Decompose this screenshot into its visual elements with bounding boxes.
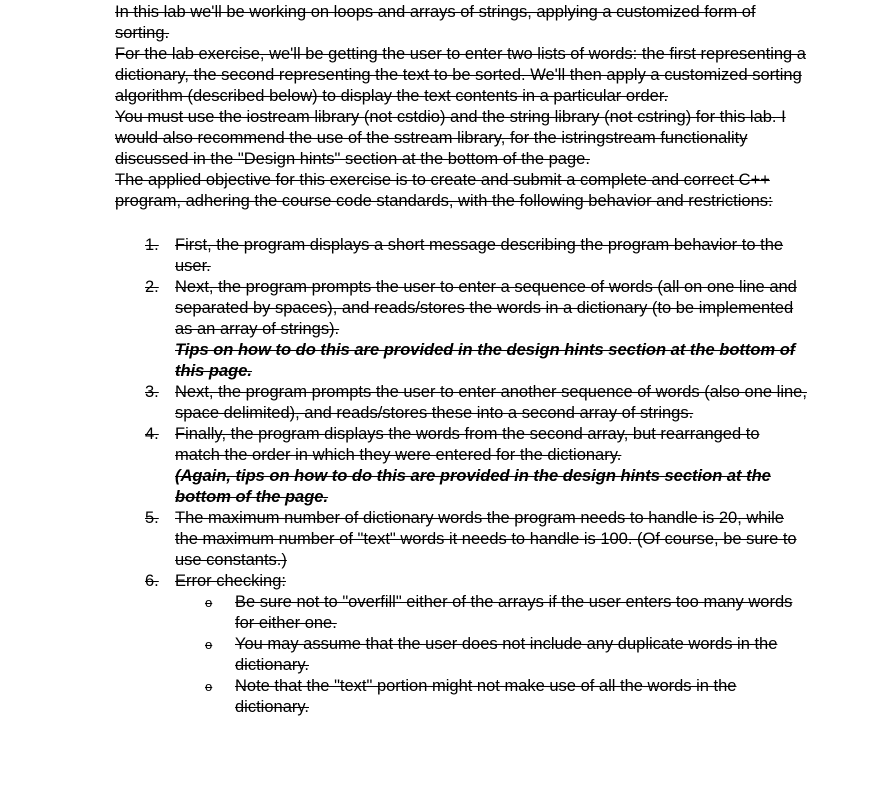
list-item: [115, 424, 809, 508]
intro-paragraph-2: For the lab exercise, we'll be getting the user to enter two lists of words: the first representing a dictionary, the second representing the text to be sorted. We'll then apply a customized sorting algorithm (described below) to display the text contents in a particular order.: [115, 45, 806, 105]
list-item-number: 3.: [145, 383, 159, 401]
circle-bullet-icon: o: [205, 679, 213, 694]
requirements-list: [115, 235, 809, 718]
sub-list-item-text: Be sure not to "overfill" either of the arrays if the user enters too many words for either one.: [235, 593, 793, 632]
list-item: [115, 571, 809, 718]
list-item-text: Error checking:: [175, 572, 286, 590]
list-item-number: 4.: [145, 425, 159, 443]
intro-paragraph-1: In this lab we'll be working on loops and arrays of strings, applying a customized form of sorting.: [115, 3, 756, 42]
sub-list-item: [175, 676, 809, 718]
error-checking-list: [175, 592, 809, 718]
lab-document: [115, 2, 809, 718]
list-item-number: 5.: [145, 509, 159, 527]
list-item-text: Next, the program prompts the user to enter another sequence of words (also one line, space delimited), and reads/stores these into a second array of strings.: [175, 383, 807, 422]
intro-paragraph-4: The applied objective for this exercise is to create and submit a complete and correct C++ program, adhering the course code standards, with the following behavior and restrictions:: [115, 171, 773, 210]
intro-paragraph-3: You must use the iostream library (not cstdio) and the string library (not cstring) for this lab. I would also recommend the use of the sstream library, for the istringstream functionality discussed in the "Design hints" section at the bottom of the page.: [115, 108, 786, 168]
list-item: [115, 382, 809, 424]
sub-list-item: [175, 634, 809, 676]
circle-bullet-icon: o: [205, 595, 213, 610]
design-hint-tip: Tips on how to do this are provided in the design hints section at the bottom of this page.: [175, 341, 796, 380]
list-item: [115, 508, 809, 571]
list-item-number: 2.: [145, 278, 159, 296]
list-item-number: 1.: [145, 236, 159, 254]
list-item: [115, 235, 809, 277]
list-item-text: First, the program displays a short message describing the program behavior to the user.: [175, 236, 784, 275]
circle-bullet-icon: o: [205, 637, 213, 652]
list-item-number: 6.: [145, 572, 159, 590]
design-hint-tip: (Again, tips on how to do this are provided in the design hints section at the bottom of the page.: [175, 467, 771, 506]
list-item: [115, 277, 809, 382]
sub-list-item-text: Note that the "text" portion might not make use of all the words in the dictionary.: [235, 677, 737, 716]
sub-list-item-text: You may assume that the user does not include any duplicate words in the dictionary.: [235, 635, 778, 674]
list-item-text: The maximum number of dictionary words the program needs to handle is 20, while the maximum number of "text" words it needs to handle is 100. (Of course, be sure to use constants.): [175, 509, 797, 569]
list-item-text: Finally, the program displays the words from the second array, but rearranged to match the order in which they were entered for the dictionary.: [175, 425, 760, 464]
sub-list-item: [175, 592, 809, 634]
list-item-text: Next, the program prompts the user to enter a sequence of words (all on one line and separated by spaces), and reads/stores the words in a dictionary (to be implemented as an array of strings).: [175, 278, 797, 338]
